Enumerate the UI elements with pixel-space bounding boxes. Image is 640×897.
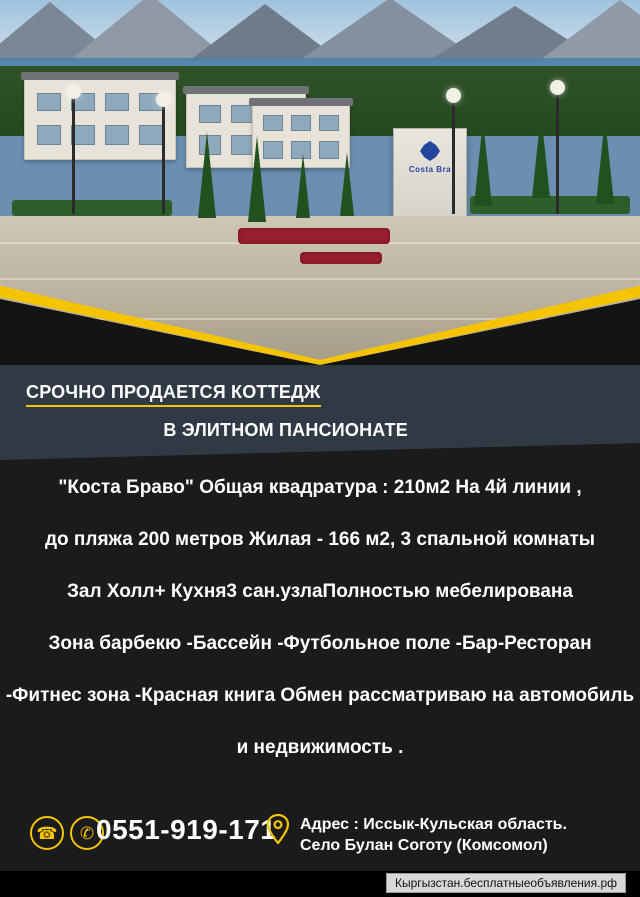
- phone-icon: ☎: [30, 816, 64, 850]
- headline-line-1: СРОЧНО ПРОДАЕТСЯ КОТТЕДЖ: [26, 382, 321, 407]
- cypress-tree: [296, 154, 310, 218]
- description-line: "Коста Браво" Общая квадратура : 210м2 На 4й линии ,: [58, 477, 582, 498]
- lamp-post: [162, 104, 165, 214]
- description-line: -Фитнес зона -Красная книга Обмен рассматриваю на автомобиль: [5, 685, 635, 706]
- description-line: Зона барбекю -Бассейн -Футбольное поле -Бар-Ресторан: [48, 633, 592, 654]
- resort-sign-text: Costa Bra: [408, 165, 452, 174]
- cypress-tree: [474, 120, 492, 206]
- footer-bar: [0, 871, 640, 897]
- watermark-badge: Кыргызстан.бесплатныеобъявления.рф: [386, 873, 626, 893]
- flower-bed: [238, 228, 390, 244]
- contact-icons: [30, 816, 104, 850]
- lamp-post: [556, 92, 559, 214]
- lamp-post: [72, 96, 75, 214]
- flower-bed: [300, 252, 382, 264]
- description-line: до пляжа 200 метров Жилая - 166 м2, 3 спальной комнаты: [44, 529, 596, 550]
- address-block: [300, 814, 567, 856]
- address-line-2: Село Булан Соготу (Комсомол): [300, 837, 548, 854]
- headline-band: [0, 365, 640, 460]
- description-block: [0, 462, 640, 774]
- lamp-post: [452, 100, 455, 214]
- hedge: [12, 200, 172, 216]
- cypress-tree: [532, 112, 550, 198]
- whatsapp-icon: ✆: [70, 816, 104, 850]
- contact-row: [0, 812, 640, 872]
- cypress-tree: [198, 132, 216, 218]
- cypress-tree: [248, 136, 266, 222]
- cypress-tree: [340, 152, 354, 216]
- description-line: Зал Холл+ Кухня3 сан.узлаПолностью мебелирована: [67, 581, 573, 602]
- phone-number[interactable]: 0551-919-171: [96, 814, 277, 845]
- headline-line-2: В ЭЛИТНОМ ПАНСИОНАТЕ: [163, 420, 408, 440]
- description-line: и недвижимость .: [236, 737, 404, 758]
- address-line-1: Адрес : Иссык-Кульская область.: [300, 816, 567, 833]
- emblem-icon: [420, 141, 440, 161]
- property-photo: [0, 0, 640, 365]
- cypress-tree: [596, 118, 614, 204]
- location-pin-icon: [266, 814, 290, 844]
- cottage-building: [24, 78, 176, 160]
